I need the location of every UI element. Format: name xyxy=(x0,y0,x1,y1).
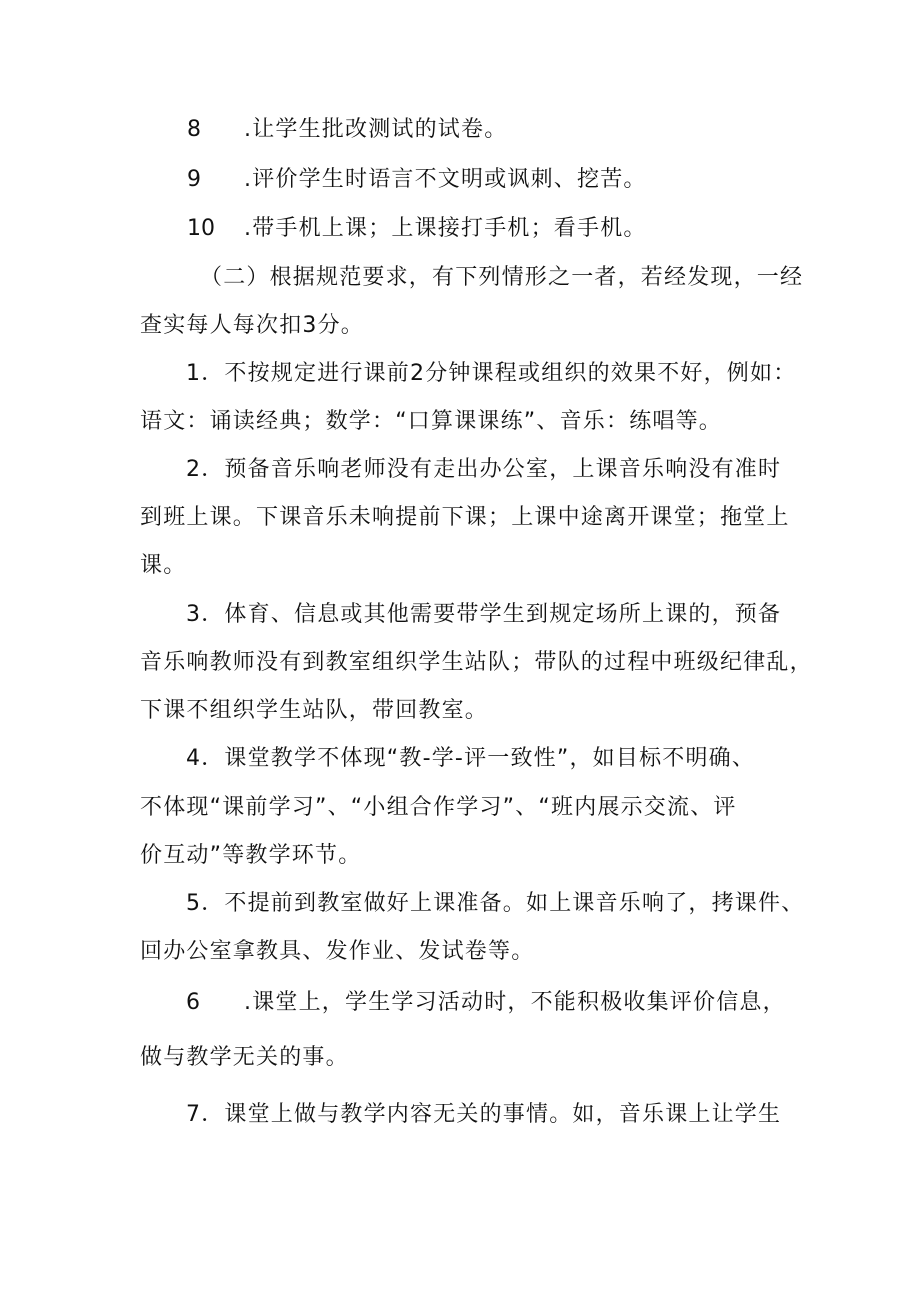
item-7-line-1: 7．课堂上做与教学内容无关的事情。如，音乐课上让学生 xyxy=(186,1102,782,1127)
item-8-text: .让学生批改测试的试卷。 xyxy=(244,117,508,142)
item-4-line-2: 不体现“课前学习”、“小组合作学习”、“班内展示交流、评 xyxy=(140,795,737,820)
item-6-line-2: 做与教学无关的事。 xyxy=(140,1045,349,1070)
item-5-line-2: 回办公室拿教具、发作业、发试卷等。 xyxy=(140,939,535,964)
item-6-line-1: .课堂上，学生学习活动时，不能积极收集评价信息， xyxy=(244,990,786,1015)
item-10-number: 10 xyxy=(187,216,215,241)
item-1-line-1: 1．不按规定进行课前2分钟课程或组织的效果不好，例如： xyxy=(186,361,797,386)
item-5-line-1: 5．不提前到教室做好上课准备。如上课音乐响了，拷课件、 xyxy=(186,891,805,916)
item-9-number: 9 xyxy=(187,167,201,192)
item-4-line-1: 4．课堂教学不体现“教-学-评一致性”，如目标不明确、 xyxy=(186,746,756,771)
item-4-line-3: 价互动”等教学环节。 xyxy=(140,843,362,868)
item-2-line-1: 2．预备音乐响老师没有走出办公室，上课音乐响没有准时 xyxy=(186,457,782,482)
item-2-line-2: 到班上课。下课音乐未响提前下课；上课中途离开课堂；拖堂上 xyxy=(140,505,790,530)
item-8-number: 8 xyxy=(187,117,201,142)
item-10-text: .带手机上课；上课接打手机；看手机。 xyxy=(244,216,647,241)
item-1-line-2: 语文：诵读经典；数学：“口算课课练”、音乐：练唱等。 xyxy=(140,409,722,434)
item-2-line-3: 课。 xyxy=(140,553,187,578)
section-heading-line-2: 查实每人每次扣3分。 xyxy=(140,313,364,338)
section-heading-line-1: （二）根据规范要求，有下列情形之一者，若经发现，一经 xyxy=(200,265,804,290)
item-6-number: 6 xyxy=(186,990,200,1015)
item-3-line-1: 3．体育、信息或其他需要带学生到规定场所上课的，预备 xyxy=(186,602,782,627)
item-9-text: .评价学生时语言不文明或讽刺、挖苦。 xyxy=(244,167,647,192)
item-3-line-3: 下课不组织学生站队，带回教室。 xyxy=(140,698,489,723)
item-3-line-2: 音乐响教师没有到教室组织学生站队；带队的过程中班级纪律乱， xyxy=(140,650,813,675)
